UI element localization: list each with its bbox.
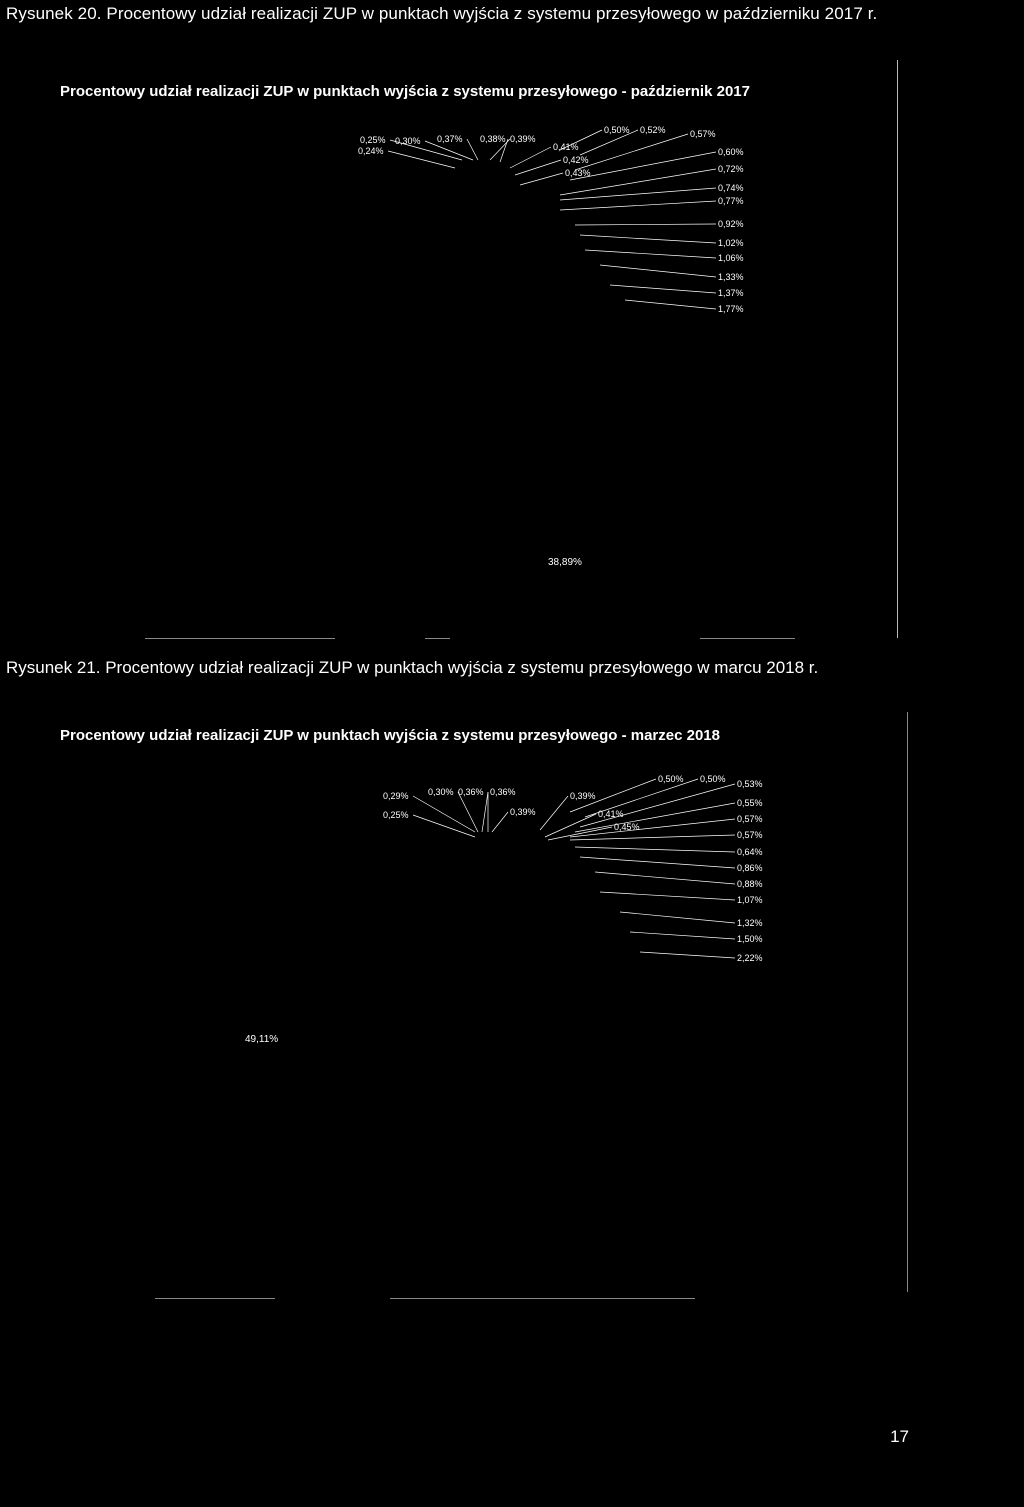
pie-slice-label: 0,50%: [700, 774, 726, 784]
pie-leader-line: [540, 796, 568, 830]
pie-leader-line: [570, 835, 735, 840]
pie-slice-label: 0,25%: [383, 810, 409, 820]
pie-slice-label: 1,33%: [718, 272, 744, 282]
figure-21-caption: Rysunek 21. Procentowy udział realizacji ZUP w punktach wyjścia z systemu przesyłowego w marcu 2018 r.: [6, 658, 819, 677]
pie-leader-line: [413, 796, 475, 832]
figure-21-chart-title: Procentowy udział realizacji ZUP w punktach wyjścia z systemu przesyłowego - marzec 2018: [60, 727, 720, 744]
page-number: 17: [890, 1427, 909, 1446]
pie-slice-label: 0,36%: [490, 787, 516, 797]
figure-20-caption: Rysunek 20. Procentowy udział realizacji ZUP w punktach wyjścia z systemu przesyłowego w październiku 2017 r.: [6, 4, 878, 23]
pie-leader-line: [467, 139, 478, 160]
pie-leader-line: [600, 265, 716, 277]
pie-slice-label: 0,45%: [614, 822, 640, 832]
pie-slice-label: 0,64%: [737, 847, 763, 857]
pie-slice-label: 38,89%: [548, 557, 582, 568]
pie-slice-label: 0,77%: [718, 196, 744, 206]
pie-slice-label: 0,30%: [395, 136, 421, 146]
pie-leader-line: [580, 235, 716, 243]
pie-leader-line: [610, 285, 716, 293]
pie-slice-label: 0,88%: [737, 879, 763, 889]
pie-slice-label: 0,39%: [570, 791, 596, 801]
pie-slice-label: 0,29%: [383, 791, 409, 801]
pie-leader-line: [575, 224, 716, 225]
pie-slice-label: 0,43%: [565, 168, 591, 178]
pie-slice-label: 0,53%: [737, 779, 763, 789]
pie-slice-label: 1,37%: [718, 288, 744, 298]
pie-leader-line: [388, 151, 455, 168]
pie-leader-line: [545, 814, 596, 837]
pie-slice-label: 0,41%: [598, 809, 624, 819]
pie-slice-label: 0,41%: [553, 142, 579, 152]
pie-slice-label: 0,74%: [718, 183, 744, 193]
figure-21-chart-frame: [0, 712, 908, 1292]
pie-slice-label: 1,07%: [737, 895, 763, 905]
figure-20-pie-chart: [0, 60, 897, 638]
pie-leader-line: [520, 173, 563, 185]
pie-slice-label: 0,60%: [718, 147, 744, 157]
pie-leader-line: [600, 892, 735, 900]
pie-leader-line: [630, 932, 735, 939]
figure-20-chart-title: Procentowy udział realizacji ZUP w punktach wyjścia z systemu przesyłowego - październik 2017: [60, 83, 750, 100]
pie-leader-line: [580, 857, 735, 868]
pie-leader-line: [570, 819, 735, 837]
figure-20-chart-frame: [0, 60, 898, 638]
pie-leader-line: [458, 792, 478, 832]
pie-slice-label: 0,42%: [563, 155, 589, 165]
pie-slice-label: 0,50%: [604, 125, 630, 135]
pie-slice-label: 49,11%: [245, 1034, 279, 1045]
pie-leader-line: [580, 784, 735, 827]
pie-slice-label: 0,52%: [640, 125, 666, 135]
pie-slice-label: 0,39%: [510, 134, 536, 144]
pie-slice-label: 0,92%: [718, 219, 744, 229]
pie-leader-line: [620, 912, 735, 923]
pie-slice-label: 0,57%: [737, 814, 763, 824]
pie-leader-line: [575, 134, 688, 170]
pie-leader-line: [560, 188, 716, 200]
pie-slice-label: 0,30%: [428, 787, 454, 797]
pie-slice-label: 0,50%: [658, 774, 684, 784]
pie-slice-label: 0,24%: [358, 146, 384, 156]
pie-leader-line: [482, 792, 488, 832]
pie-leader-line: [585, 250, 716, 258]
pie-slice-label: 0,36%: [458, 787, 484, 797]
pie-slice-label: 1,02%: [718, 238, 744, 248]
pie-slice-label: 1,32%: [737, 918, 763, 928]
pie-slice-label: 0,37%: [437, 134, 463, 144]
pie-slice-label: 1,77%: [718, 304, 744, 314]
pie-leader-line: [570, 152, 716, 180]
pie-slice-label: 0,57%: [690, 129, 716, 139]
pie-slice-label: 2,22%: [737, 953, 763, 963]
pie-slice-label: 1,06%: [718, 253, 744, 263]
figure-21-pie-chart: [0, 712, 907, 1292]
pie-leader-line: [492, 812, 508, 832]
pie-slice-label: 0,57%: [737, 830, 763, 840]
pie-leader-line: [575, 847, 735, 852]
pie-slice-label: 0,38%: [480, 134, 506, 144]
pie-slice-label: 0,72%: [718, 164, 744, 174]
pie-slice-label: 0,86%: [737, 863, 763, 873]
pie-slice-label: 1,50%: [737, 934, 763, 944]
pie-slice-label: 0,55%: [737, 798, 763, 808]
pie-slice-label: 0,25%: [360, 135, 386, 145]
pie-leader-line: [595, 872, 735, 884]
pie-leader-line: [413, 815, 475, 837]
pie-leader-line: [510, 147, 551, 168]
pie-leader-line: [560, 201, 716, 210]
pie-slice-label: 0,39%: [510, 807, 536, 817]
pie-leader-line: [625, 300, 716, 309]
pie-leader-line: [640, 952, 735, 958]
